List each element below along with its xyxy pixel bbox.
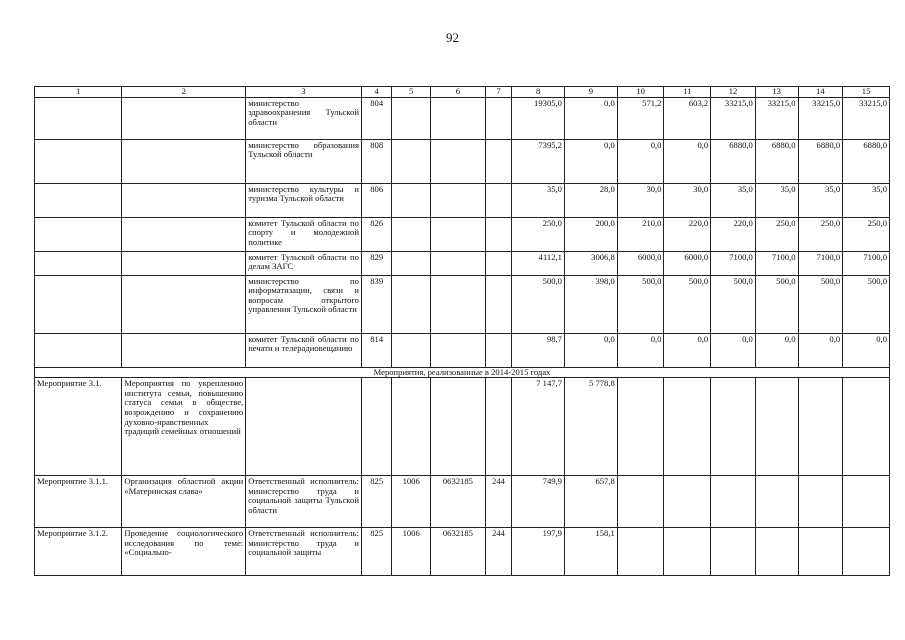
cell-col-10: 571,2 — [617, 97, 664, 139]
cell-col-6 — [430, 97, 485, 139]
cell-col-13: 7100,0 — [755, 251, 798, 275]
cell-col-10: 500,0 — [617, 275, 664, 333]
cell-col-10: 0,0 — [617, 333, 664, 367]
cell-col-7: 244 — [485, 528, 511, 576]
cell-col-7 — [485, 139, 511, 183]
cell-col-6: 0632185 — [430, 528, 485, 576]
cell-col-1 — [35, 333, 122, 367]
cell-col-11: 6000,0 — [664, 251, 711, 275]
table-row — [35, 97, 890, 139]
cell-col-9: 657,8 — [564, 476, 617, 528]
cell-col-1 — [35, 183, 122, 217]
cell-col-13 — [755, 378, 798, 476]
cell-col-3: комитет Тульской области по спорту и молодежной политике — [246, 217, 362, 251]
cell-col-4: 825 — [361, 476, 391, 528]
header-cell: 8 — [512, 87, 565, 98]
cell-col-7 — [485, 275, 511, 333]
table-row — [35, 251, 890, 275]
cell-col-15 — [843, 528, 890, 576]
cell-col-13: 33215,0 — [755, 97, 798, 139]
section-row — [35, 367, 890, 378]
cell-col-6 — [430, 183, 485, 217]
cell-col-2: Проведение социологического исследования по теме: «Социально- — [122, 528, 246, 576]
cell-col-8: 4112,1 — [512, 251, 565, 275]
cell-col-5 — [392, 97, 431, 139]
cell-col-11: 500,0 — [664, 275, 711, 333]
cell-col-9: 0,0 — [564, 333, 617, 367]
cell-col-5 — [392, 333, 431, 367]
cell-col-8: 7 147,7 — [512, 378, 565, 476]
cell-col-12: 500,0 — [711, 275, 756, 333]
cell-col-14 — [798, 476, 843, 528]
cell-col-2: Организация областной акции «Материнская слава» — [122, 476, 246, 528]
cell-col-1: Мероприятие 3.1.2. — [35, 528, 122, 576]
page-number: 92 — [446, 30, 459, 45]
cell-col-9: 398,0 — [564, 275, 617, 333]
table-row — [35, 183, 890, 217]
cell-col-4: 829 — [361, 251, 391, 275]
cell-col-12: 220,0 — [711, 217, 756, 251]
header-cell: 14 — [798, 87, 843, 98]
cell-col-6 — [430, 378, 485, 476]
cell-col-3: министерство культуры и туризма Тульской области — [246, 183, 362, 217]
cell-col-6 — [430, 333, 485, 367]
cell-col-1 — [35, 139, 122, 183]
cell-col-6 — [430, 139, 485, 183]
cell-col-3: комитет Тульской области по делам ЗАГС — [246, 251, 362, 275]
event-row — [35, 528, 890, 576]
cell-col-15: 33215,0 — [843, 97, 890, 139]
cell-col-1: Мероприятие 3.1.1. — [35, 476, 122, 528]
cell-col-11: 0,0 — [664, 333, 711, 367]
cell-col-13: 0,0 — [755, 333, 798, 367]
cell-col-5 — [392, 217, 431, 251]
cell-col-12: 33215,0 — [711, 97, 756, 139]
cell-col-15: 6880,0 — [843, 139, 890, 183]
cell-col-11: 30,0 — [664, 183, 711, 217]
cell-col-15: 500,0 — [843, 275, 890, 333]
cell-col-1 — [35, 217, 122, 251]
cell-col-4: 806 — [361, 183, 391, 217]
cell-col-14: 6880,0 — [798, 139, 843, 183]
cell-col-7 — [485, 251, 511, 275]
cell-col-8: 250,0 — [512, 217, 565, 251]
event-row — [35, 476, 890, 528]
header-cell: 3 — [246, 87, 362, 98]
section-title: Мероприятия, реализованные в 2014-2015 годах — [35, 367, 890, 378]
cell-col-12: 35,0 — [711, 183, 756, 217]
cell-col-15: 0,0 — [843, 333, 890, 367]
cell-col-13: 250,0 — [755, 217, 798, 251]
cell-col-1 — [35, 251, 122, 275]
cell-col-11 — [664, 476, 711, 528]
cell-col-7 — [485, 183, 511, 217]
cell-col-11: 603,2 — [664, 97, 711, 139]
cell-col-14: 0,0 — [798, 333, 843, 367]
cell-col-15 — [843, 476, 890, 528]
cell-col-4: 825 — [361, 528, 391, 576]
cell-col-14 — [798, 378, 843, 476]
cell-col-9: 0,0 — [564, 97, 617, 139]
header-cell: 13 — [755, 87, 798, 98]
cell-col-11 — [664, 378, 711, 476]
cell-col-9: 158,1 — [564, 528, 617, 576]
event-row — [35, 378, 890, 476]
header-cell: 7 — [485, 87, 511, 98]
cell-col-4: 826 — [361, 217, 391, 251]
cell-col-1 — [35, 275, 122, 333]
header-cell: 11 — [664, 87, 711, 98]
cell-col-13: 35,0 — [755, 183, 798, 217]
cell-col-6 — [430, 275, 485, 333]
cell-col-9: 0,0 — [564, 139, 617, 183]
cell-col-2 — [122, 275, 246, 333]
cell-col-9: 3006,8 — [564, 251, 617, 275]
header-cell: 2 — [122, 87, 246, 98]
cell-col-14: 500,0 — [798, 275, 843, 333]
cell-col-4: 808 — [361, 139, 391, 183]
cell-col-3: министерство образования Тульской области — [246, 139, 362, 183]
cell-col-13: 6880,0 — [755, 139, 798, 183]
cell-col-3: Ответственный исполнитель: министерство труда и социальной защиты Тульской области — [246, 476, 362, 528]
cell-col-3 — [246, 378, 362, 476]
cell-col-11: 220,0 — [664, 217, 711, 251]
header-row — [35, 87, 890, 98]
cell-col-3: Ответственный исполнитель: министерство труда и социальной защиты — [246, 528, 362, 576]
cell-col-15: 7100,0 — [843, 251, 890, 275]
cell-col-13 — [755, 528, 798, 576]
cell-col-7 — [485, 97, 511, 139]
cell-col-14: 35,0 — [798, 183, 843, 217]
header-cell: 1 — [35, 87, 122, 98]
table-row — [35, 275, 890, 333]
cell-col-2 — [122, 333, 246, 367]
cell-col-3: комитет Тульской области по печати и телерадиовещанию — [246, 333, 362, 367]
cell-col-9: 200,0 — [564, 217, 617, 251]
header-cell: 10 — [617, 87, 664, 98]
header-cell: 12 — [711, 87, 756, 98]
cell-col-3: министерство по информатизации, связи и вопросам открытого управления Тульской области — [246, 275, 362, 333]
cell-col-4: 839 — [361, 275, 391, 333]
cell-col-10: 6000,0 — [617, 251, 664, 275]
cell-col-12: 6880,0 — [711, 139, 756, 183]
cell-col-4: 814 — [361, 333, 391, 367]
header-cell: 4 — [361, 87, 391, 98]
cell-col-7 — [485, 217, 511, 251]
table-row — [35, 333, 890, 367]
cell-col-8: 500,0 — [512, 275, 565, 333]
cell-col-7: 244 — [485, 476, 511, 528]
cell-col-14: 250,0 — [798, 217, 843, 251]
cell-col-5 — [392, 275, 431, 333]
cell-col-5 — [392, 378, 431, 476]
cell-col-6 — [430, 217, 485, 251]
cell-col-4 — [361, 378, 391, 476]
table-row — [35, 139, 890, 183]
budget-table — [34, 86, 890, 576]
cell-col-10: 0,0 — [617, 139, 664, 183]
cell-col-6 — [430, 251, 485, 275]
cell-col-5 — [392, 139, 431, 183]
cell-col-13: 500,0 — [755, 275, 798, 333]
cell-col-7 — [485, 378, 511, 476]
cell-col-10 — [617, 528, 664, 576]
cell-col-9: 5 778,8 — [564, 378, 617, 476]
cell-col-8: 19305,0 — [512, 97, 565, 139]
header-cell: 6 — [430, 87, 485, 98]
cell-col-1: Мероприятие 3.1. — [35, 378, 122, 476]
header-cell: 9 — [564, 87, 617, 98]
cell-col-2 — [122, 251, 246, 275]
table-row — [35, 217, 890, 251]
cell-col-12 — [711, 378, 756, 476]
cell-col-4: 804 — [361, 97, 391, 139]
cell-col-5: 1006 — [392, 528, 431, 576]
cell-col-2: Мероприятия по укреплению института семьи, повышению статуса семьи в обществе, возрождению и сохранению духовно-нравственных традиций семейных отношений — [122, 378, 246, 476]
cell-col-5 — [392, 183, 431, 217]
cell-col-3: министерство здравоохранения Тульской области — [246, 97, 362, 139]
cell-col-14: 7100,0 — [798, 251, 843, 275]
cell-col-15: 35,0 — [843, 183, 890, 217]
header-cell: 15 — [843, 87, 890, 98]
cell-col-5: 1006 — [392, 476, 431, 528]
cell-col-12: 7100,0 — [711, 251, 756, 275]
cell-col-15: 250,0 — [843, 217, 890, 251]
cell-col-14 — [798, 528, 843, 576]
cell-col-15 — [843, 378, 890, 476]
cell-col-11 — [664, 528, 711, 576]
cell-col-12 — [711, 528, 756, 576]
cell-col-2 — [122, 183, 246, 217]
cell-col-12 — [711, 476, 756, 528]
cell-col-12: 0,0 — [711, 333, 756, 367]
cell-col-1 — [35, 97, 122, 139]
cell-col-8: 197,9 — [512, 528, 565, 576]
cell-col-14: 33215,0 — [798, 97, 843, 139]
cell-col-11: 0,0 — [664, 139, 711, 183]
cell-col-8: 7395,2 — [512, 139, 565, 183]
header-cell: 5 — [392, 87, 431, 98]
cell-col-5 — [392, 251, 431, 275]
cell-col-7 — [485, 333, 511, 367]
cell-col-8: 98,7 — [512, 333, 565, 367]
cell-col-8: 35,0 — [512, 183, 565, 217]
cell-col-2 — [122, 217, 246, 251]
cell-col-10 — [617, 378, 664, 476]
cell-col-13 — [755, 476, 798, 528]
cell-col-2 — [122, 97, 246, 139]
cell-col-9: 28,0 — [564, 183, 617, 217]
cell-col-6: 0632185 — [430, 476, 485, 528]
cell-col-8: 749,9 — [512, 476, 565, 528]
cell-col-2 — [122, 139, 246, 183]
cell-col-10: 30,0 — [617, 183, 664, 217]
cell-col-10: 210,0 — [617, 217, 664, 251]
cell-col-10 — [617, 476, 664, 528]
